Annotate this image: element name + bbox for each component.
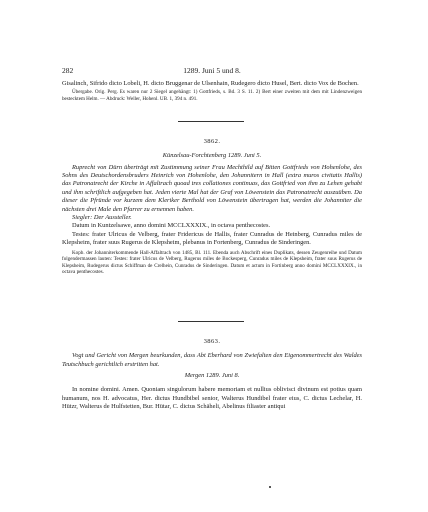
page-number: 282 (62, 66, 74, 75)
charter-number: 3862. (203, 137, 221, 145)
continued-charter (62, 80, 362, 103)
charter-place-date: Mergen 1289. Juni 8. (184, 372, 240, 379)
charter-summary: Ruprecht von Dürn überträgt mit Zustimmung seiner Frau Mechthild auf Bitten Gottfrieds von Hohenlohe, des Sohns des Deutschordensbruders Heinrich von Hohenlohe, den Johannitern in Hall (extra muros civitatis Hallis) das Patronatrecht der Kirche in Affaltrach quoad tres collationes continuas, das Gottfried von ihm zu Lehen gehabt und ihm schriftlich aufgegeben hat. Jeden vierte Mal hat der Graf von Löwenstein das Patronatrecht auszuüben. Da dieser die Pfründe vor kurzem dem Kleriker Berthold von Löwenstein übertragen hat, werden die Johanniter die nächsten drei Male den Pfarrer zu ernennen haben. (62, 163, 362, 213)
page-header (62, 66, 362, 75)
section-divider (178, 321, 244, 322)
charter-witnesses: Testes: frater Ulricus de Velberg, frater Fridericus de Hallis, frater Cunradus de Heinberg, Cunradus miles de Klepsheim, frater suus Rugerus de Klepsheim, plebanus in Fortenberg, Cunradus de Sinderingen. (62, 230, 362, 247)
charter-number: 3863. (203, 337, 221, 345)
charter-place-date: Künzelsau-Forchtenberg 1289. Juni 5. (162, 152, 262, 160)
charter-tail-text: Gisalinch, Sifrido dicto Lobeli, H. dicto Bruggenar de Ulsenhain, Rudegero dicto Husel, Bert. dicto Vox de Bochen. (62, 80, 359, 87)
charter-3863 (62, 331, 362, 412)
charter-summary: Vogt und Gericht von Mergen beurkunden, dass Abt Eberhard von Zwiefalten den Eigenommertrecht des Waldes Teutschbuch gerichtlich erstritten hat. (62, 352, 362, 368)
running-head: 1289. Juni 5 und 8. (183, 66, 241, 75)
ink-speck (269, 486, 271, 488)
charter-datum: Datum in Kuntzelsawe, anno domini MCCLXXXIX., in octava penthecostes. (72, 222, 271, 230)
section-divider (178, 121, 244, 122)
charter-tail-note: Übergabe. Orig. Perg. Es waren nur 2 Siegel angehängt: 1) Gottfrieds, s. Bd. 3 S. 11. 2) Bert einer zweiten mit dem mit Lindenzweigen bestecktem Helm. — Abdruck: Weller, Hohenl. UB. 1, 394 n. 491. (62, 89, 362, 102)
charter-3862 (62, 131, 362, 276)
charter-text: In nomine domini. Amen. Quoniam singulorum habere memoriam et nullius oblivisci divinum est potius quam humanum, nos H. advocatus, Her. dictus Hundbibel senior, Walterus Hundibel frater eius, C. dictus Lechelar, H. Hützr, Walterus de Hulfstetten, Bur. Hütar, C. dictus Schäheli, Abelinus filiaster antiqui (62, 386, 362, 411)
charter-source-note: Kopb. der Johanniterkommende Hall-Affaltrach von 1485, Bl. 111. Ebenda auch Abschrift eines Duplikats, dessen Zeugenreihe und Datum folgendermassen lauten: Testes: frater Ulricus de Velberg, Rugerus miles de Bockesperg, Cunradus miles de Klepsheim, frater suus Rugerus de Klepsheim, Rudegerus dictus Schiffman de Crelhein, Cunradus de Sinderingen. Datum et actum in Fortinberg anno domini MCCLXXXIX., in octava penthecostes. (62, 249, 362, 276)
charter-sealer: Siegler: Der Aussteller. (72, 214, 132, 222)
